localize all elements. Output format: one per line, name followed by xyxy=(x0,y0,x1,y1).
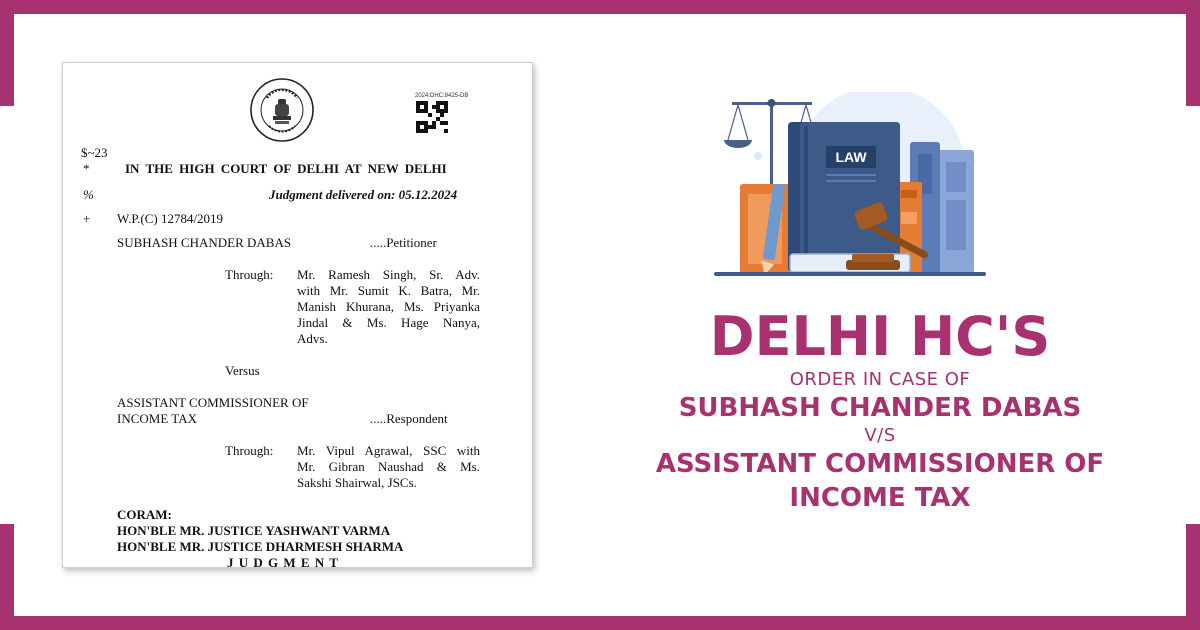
respondent-counsel-line: Sakshi Shairwal, JSCs. xyxy=(297,475,417,490)
law-books-gavel-illustration xyxy=(700,92,1000,288)
petitioner-counsel-line: Advs. xyxy=(297,331,328,346)
judge-name: HON'BLE MR. JUSTICE YASHWANT VARMA xyxy=(117,523,391,538)
petitioner-counsel-line: Mr. Ramesh Singh, Sr. Adv. xyxy=(297,267,480,282)
book-label-text: LAW xyxy=(835,149,867,165)
case-number: W.P.(C) 12784/2019 xyxy=(117,211,224,226)
page-mark: $~23 xyxy=(81,145,108,160)
respondent-counsel-line: Mr. Vipul Agrawal, SSC with xyxy=(297,443,480,458)
judge-name: HON'BLE MR. JUSTICE DHARMESH SHARMA xyxy=(117,539,404,554)
respondent-name-line: INCOME TAX xyxy=(117,411,197,426)
high-court-seal-icon xyxy=(249,77,315,143)
headline-title: DELHI HC'S xyxy=(709,305,1051,368)
frame-left-bottom-bar xyxy=(0,524,14,630)
petitioner-through-label: Through: xyxy=(225,267,274,282)
versus-label: Versus xyxy=(225,363,260,378)
qr-id: 2024:DHC:9425-DB xyxy=(415,93,469,99)
petitioner-counsel-line: Jindal & Ms. Hage Nanya, xyxy=(297,315,480,330)
court-title: IN THE HIGH COURT OF DELHI AT NEW DELHI xyxy=(125,161,447,176)
headline-versus: V/S xyxy=(864,425,896,446)
respondent-through-label: Through: xyxy=(225,443,274,458)
frame-bottom-bar xyxy=(0,616,1200,630)
petitioner-name: SUBHASH CHANDER DABAS xyxy=(117,235,292,250)
petitioner-role: .....Petitioner xyxy=(370,235,437,250)
headline-subtitle: ORDER IN CASE OF xyxy=(789,369,971,390)
headline-petitioner: SUBHASH CHANDER DABAS xyxy=(678,393,1082,423)
headline-respondent-line: INCOME TAX xyxy=(789,483,971,513)
frame-left-top-bar xyxy=(0,0,14,106)
petitioner-counsel-line: Manish Khurana, Ms. Priyanka xyxy=(297,299,480,314)
headline-respondent-line: ASSISTANT COMMISSIONER OF xyxy=(655,449,1105,479)
plus-mark: + xyxy=(83,211,91,226)
respondent-role: .....Respondent xyxy=(370,411,448,426)
frame-top-bar xyxy=(0,0,1200,14)
judgment-date: Judgment delivered on: 05.12.2024 xyxy=(269,187,458,202)
petitioner-counsel-line: with Mr. Sumit K. Batra, Mr. xyxy=(297,283,480,298)
coram-label: CORAM: xyxy=(117,507,172,522)
frame-right-top-bar xyxy=(1186,0,1200,106)
headline xyxy=(560,305,1200,515)
qr-code-icon xyxy=(416,101,448,133)
percent-mark: % xyxy=(83,187,94,202)
respondent-name-line: ASSISTANT COMMISSIONER OF xyxy=(117,395,309,410)
judgment-document xyxy=(62,62,533,568)
frame-right-bottom-bar xyxy=(1186,524,1200,630)
judgment-heading: J U D G M E N T xyxy=(227,555,339,568)
star-mark: * xyxy=(83,161,90,176)
respondent-counsel-line: Mr. Gibran Naushad & Ms. xyxy=(297,459,480,474)
